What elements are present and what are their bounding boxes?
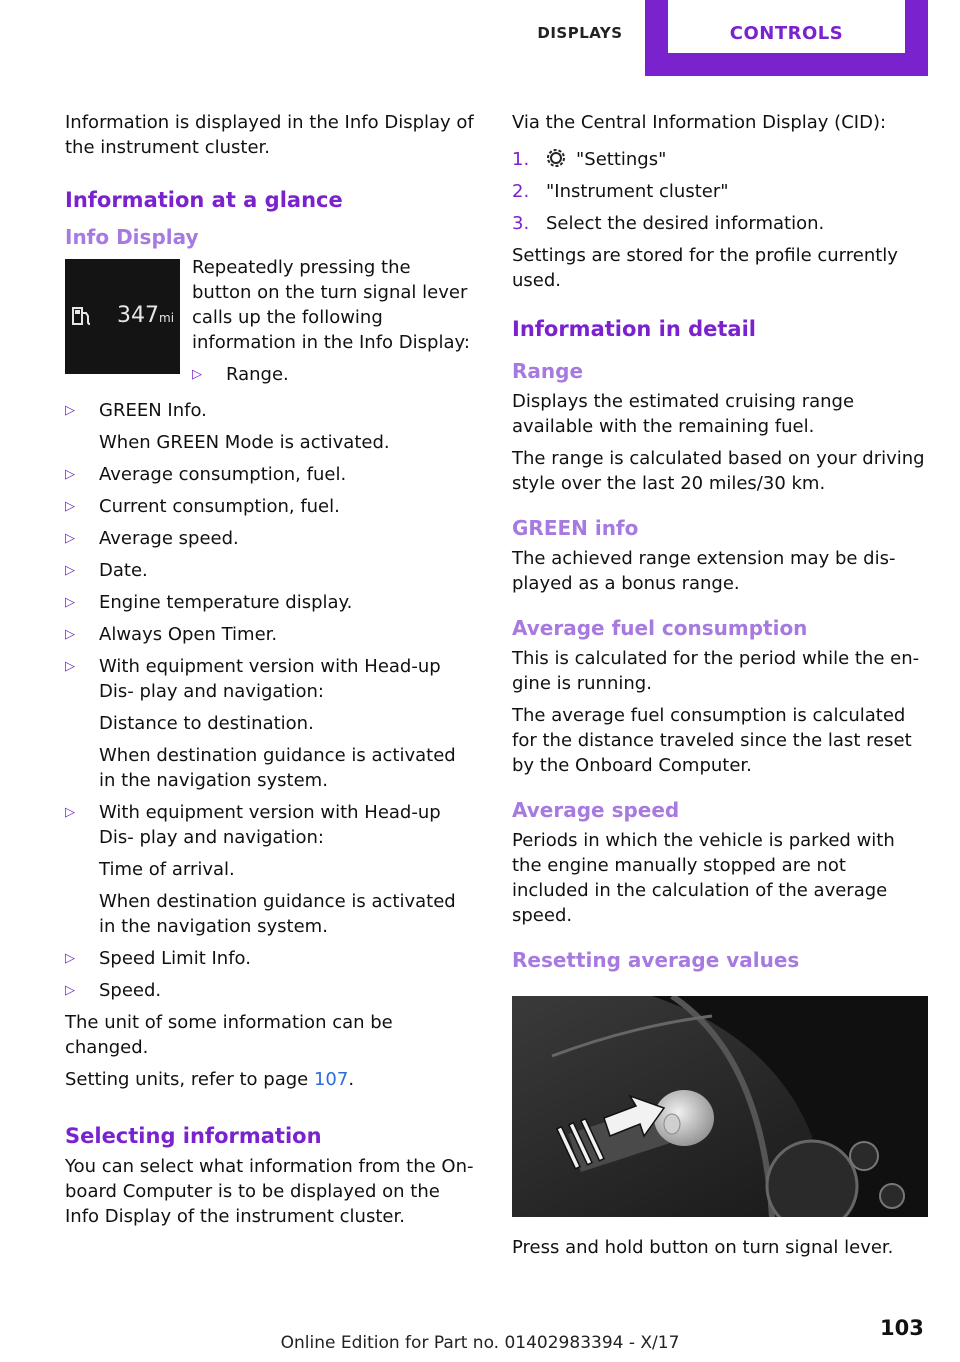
list-item: ▷ Always Open Timer. [65, 624, 278, 645]
heading-average-fuel-consumption: Average fuel consumption [512, 616, 808, 640]
right-column [512, 110, 928, 1267]
info-display-description: Repeatedly pressing the button on the turn signal lever calls up the following information in the Info Display: [192, 257, 470, 353]
list-item: 1. "Settings" [512, 149, 667, 170]
heading-green-info: GREEN info [512, 516, 639, 540]
list-item: ▷ Speed. [65, 980, 162, 1001]
header-chapter-label: CONTROLS [668, 0, 905, 53]
triangle-bullet-icon: ▷ [65, 951, 75, 966]
list-item-detail: When destination guidance is activated in the navigation system. [99, 891, 456, 937]
triangle-bullet-icon: ▷ [65, 805, 75, 820]
range-unit: mi [159, 311, 175, 325]
list-item: ▷ Average speed. [65, 528, 239, 549]
header-section-label: DISPLAYS [537, 24, 623, 42]
triangle-bullet-icon: ▷ [65, 403, 75, 418]
avg-fuel-text-2: The average fuel consumption is calculated for the distance traveled since the last reset by the Onboard Computer. [512, 705, 912, 776]
selecting-text: You can select what information from the On‐ board Computer is to be displayed on the Info Display of the instrument cluster. [65, 1156, 474, 1227]
photo-caption: Press and hold button on turn signal lever. [512, 1237, 894, 1258]
triangle-bullet-icon: ▷ [65, 563, 75, 578]
list-item-detail: When GREEN Mode is activated. [99, 432, 390, 453]
list-item-detail: When destination guidance is activated in the navigation system. [99, 745, 456, 791]
triangle-bullet-icon: ▷ [65, 983, 75, 998]
triangle-bullet-icon: ▷ [65, 595, 75, 610]
list-item: ▷ With equipment version with Head-up Dis‐ play and navigation: Distance to destination. When destination guidance is activated in the navigation system. [65, 654, 475, 793]
heading-information-in-detail: Information in detail [512, 317, 757, 341]
online-edition-note: Online Edition for Part no. 01402983394 - X/17 [280, 1333, 680, 1353]
list-item: ▷ With equipment version with Head-up Dis‐ play and navigation: Time of arrival. When destination guidance is activated in the navigation system. [65, 800, 475, 939]
triangle-bullet-icon: ▷ [65, 627, 75, 642]
list-item: ▷ Range. [192, 364, 289, 385]
range-value: 347 [117, 303, 159, 328]
list-item: ▷ Date. [65, 560, 148, 581]
heading-average-speed: Average speed [512, 798, 680, 822]
list-item: ▷ GREEN Info. When GREEN Mode is activated. [65, 398, 475, 455]
triangle-bullet-icon: ▷ [65, 499, 75, 514]
gear-icon [546, 148, 566, 168]
header-chapter-tab [645, 0, 928, 76]
turn-signal-lever-photo [512, 996, 928, 1217]
page-number: 103 [880, 1316, 924, 1340]
list-item: ▷ Speed Limit Info. [65, 948, 251, 969]
heading-range: Range [512, 359, 584, 383]
list-item-detail: Distance to destination. [99, 713, 314, 734]
avg-speed-text: Periods in which the vehicle is parked with the engine manually stopped are not included in the calculation of the average speed. [512, 830, 895, 926]
green-info-text: The achieved range extension may be dis‐ played as a bonus range. [512, 548, 896, 594]
triangle-bullet-icon: ▷ [65, 467, 75, 482]
triangle-bullet-icon: ▷ [65, 531, 75, 546]
list-item: ▷ Current consumption, fuel. [65, 496, 340, 517]
heading-selecting-information: Selecting information [65, 1124, 322, 1148]
info-display-block [65, 255, 475, 394]
range-text-1: Displays the estimated cruising range available with the remaining fuel. [512, 391, 855, 437]
page-link[interactable]: 107 [313, 1069, 349, 1090]
triangle-bullet-icon: ▷ [65, 659, 75, 674]
info-display-image [65, 259, 180, 374]
steps-list [512, 147, 928, 236]
avg-fuel-text-1: This is calculated for the period while the en‐ gine is running. [512, 648, 920, 694]
list-item: ▷ Average consumption, fuel. [65, 464, 347, 485]
fuel-pump-icon [71, 305, 93, 327]
heading-resetting-average-values: Resetting average values [512, 948, 800, 972]
list-item-detail: Time of arrival. [99, 859, 235, 880]
heading-info-display: Info Display [65, 225, 199, 249]
triangle-bullet-icon: ▷ [192, 367, 202, 382]
info-items-list [65, 398, 475, 1003]
list-item: ▷ Engine temperature display. [65, 592, 353, 613]
list-item: 3. Select the desired information. [512, 213, 825, 234]
via-cid-text: Via the Central Information Display (CID): [512, 112, 887, 133]
left-column [65, 110, 475, 1236]
heading-information-at-a-glance: Information at a glance [65, 188, 343, 212]
intro-text: Information is displayed in the Info Display of the instrument cluster. [65, 112, 474, 158]
list-item: 2. "Instrument cluster" [512, 181, 729, 202]
unit-note: The unit of some information can be changed. [65, 1012, 393, 1058]
settings-stored-text: Settings are stored for the profile currently used. [512, 245, 898, 291]
range-text-2: The range is calculated based on your driving style over the last 20 miles/30 km. [512, 448, 925, 494]
units-reference: Setting units, refer to page 107. [65, 1069, 355, 1090]
